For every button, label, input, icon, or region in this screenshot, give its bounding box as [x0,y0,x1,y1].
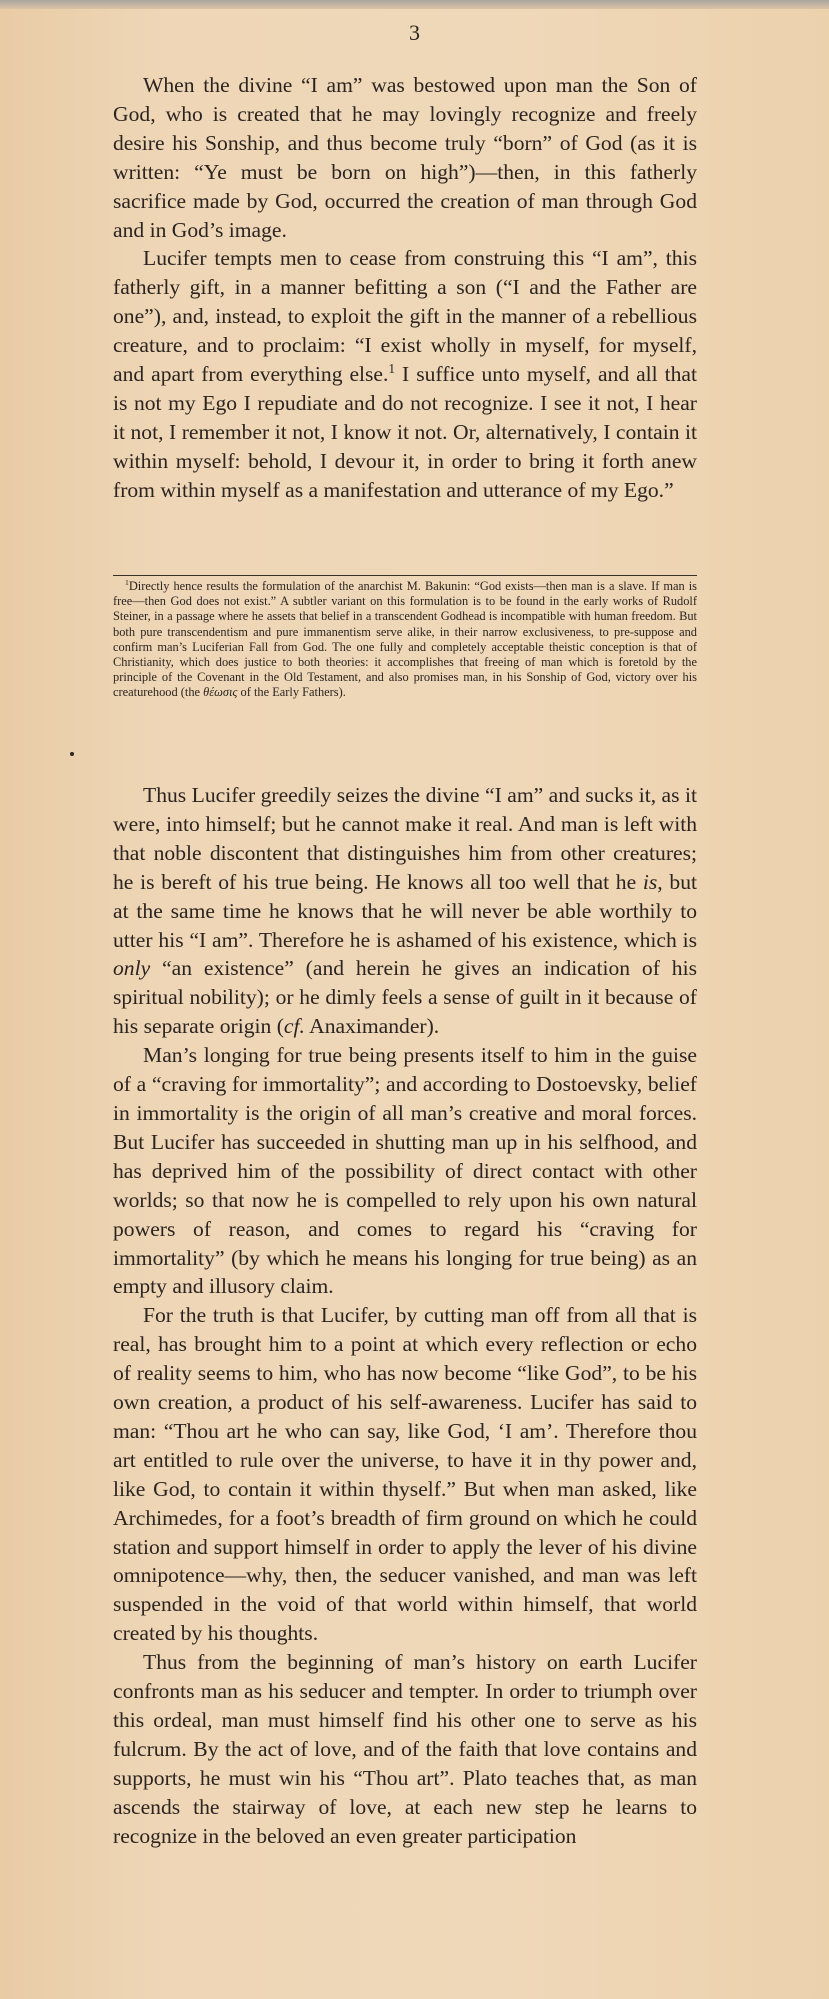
paragraph-seducer: Thus from the beginning of man’s history on earth Lucifer confronts man as his seducer and tempter. In order to triumph over this ordeal, man must himself find his other one to serve as his fulcrum. By the act of love, and of the faith that love contains and supports, he must win his “Thou art”. Plato teaches that, as man ascends the stairway of love, at each new step he learns to recognize in the beloved an even greater participation [113,1650,697,1848]
footnote [113,579,697,701]
page-number: 3 [409,20,420,45]
paragraph-lucifer-tempts [113,244,697,504]
main-text-bottom [113,781,697,1851]
paragraph-lucifer-seizes [113,781,697,1041]
emphasis-is: is [642,869,658,894]
paragraph-longing: Man’s longing for true being presents itself to him in the guise of a “craving for immortality”; and according to Dostoevsky, belief in immortality is the origin of all man’s creative and moral forces. But Lucifer has succeeded in shutting man up in his selfhood, and has deprived him of the possibility of direct contact with other worlds; so that now he is compelled to rely upon his own natural powers of reason, and comes to regard his “craving for immortality” (by which he means his longing for true being) as an empty and illusory claim. [113,1043,697,1299]
main-text-top [113,71,697,505]
paragraph-text: I suffice unto myself, and all that is not my Ego I repudiate and do not recognize. I see it not, I hear it not, I remember it not, I know it not. Or, alternatively, I contain it within myself: behold, I devour it, in order to bring it forth anew from within myself as a manifestation and utterance of my Ego.” [113,362,697,502]
footnote-reference: 1 [388,360,396,376]
emphasis-cf: cf. [283,1014,305,1039]
page-top-edge [0,0,829,9]
paragraph-truth: For the truth is that Lucifer, by cutting man off from all that is real, has brought him to a point at which every reflection or echo of reality seems to him, who has now become “like God”, to be his own creation, a product of his self-awareness. Lucifer has said to man: “Thou art he who can say, like God, ‘I am’. Therefore thou art entitled to rule over the universe, to have it in thy power and, like God, to contain it within thyself.” But when man asked, like Archimedes, for a foot’s breadth of firm ground on which he could station and support himself in order to apply the lever of his divine omnipotence—why, then, the seducer vanished, and man was left suspended in the void of that world within himself, that world created by his thoughts. [113,1303,697,1646]
footnote-text-a: Directly hence results the formulation of the anarchist M. Bakunin: “God exists—then man is a slave. If man is free—then God does not exist.” A subtler variant on this formulation is to be found in the early works of Rudolf Steiner, in a passage where he assets that belief in a transcendent Godhead is incompatible with human freedom. But both pure transcendentism and pure immanentism serve alike, in their narrow exclusiveness, to pre-suppose and confirm man’s Luciferian Fall from God. The one fully and completely acceptable theistic conception is that of Christianity, which does justice to both theories: it accomplishes that freeing of man which is foretold by the principle of the Covenant in the Old Testament, and also promises man, in his Sonship of God, victory over his creaturehood (the [113,579,697,700]
paragraph-text: Thus Lucifer greedily seizes the divine “I am” and sucks it, as it were, into himself; but he cannot make it real. And man is left with that noble discontent that distinguishes him from other creatures; he is bereft of his true being. He knows all too well that he [113,783,697,894]
paragraph-text: “an existence” (and herein he gives an indication of his spiritual nobility); or he dimly feels a sense of guilt in it because of his separate origin ( [113,956,697,1039]
footnote-text [113,579,697,701]
footnote-text-b: of the Early Fathers). [237,685,346,700]
margin-dot [70,752,74,756]
paragraph-text: Anaximander). [304,1014,440,1039]
emphasis-only: only [113,956,151,981]
footnote-marker: 1 [125,577,129,587]
footnote-greek-word: θέωσις [203,685,238,700]
footnote-rule [113,575,697,576]
paragraph-text: , but at the same time he knows that he will never be able worthily to utter his “I am”. Therefore he is ashamed of his existence, which is [113,869,697,952]
paragraph-text: Lucifer tempts men to cease from construing this “I am”, this fatherly gift, in a manner befitting a son (“I and the Father are one”), and, instead, to exploit the gift in the manner of a rebellious creature, and to proclaim: “I exist wholly in myself, for myself, and apart from everything else. [113,246,697,387]
paragraph-creation: When the divine “I am” was bestowed upon man the Son of God, who is created that he may lovingly recognize and freely desire his Sonship, and thus become truly “born” of God (as it is written: “Ye must be born on high”)—then, in this fatherly sacrifice made by God, occurred the creation of man through God and in God’s image. [113,73,697,242]
